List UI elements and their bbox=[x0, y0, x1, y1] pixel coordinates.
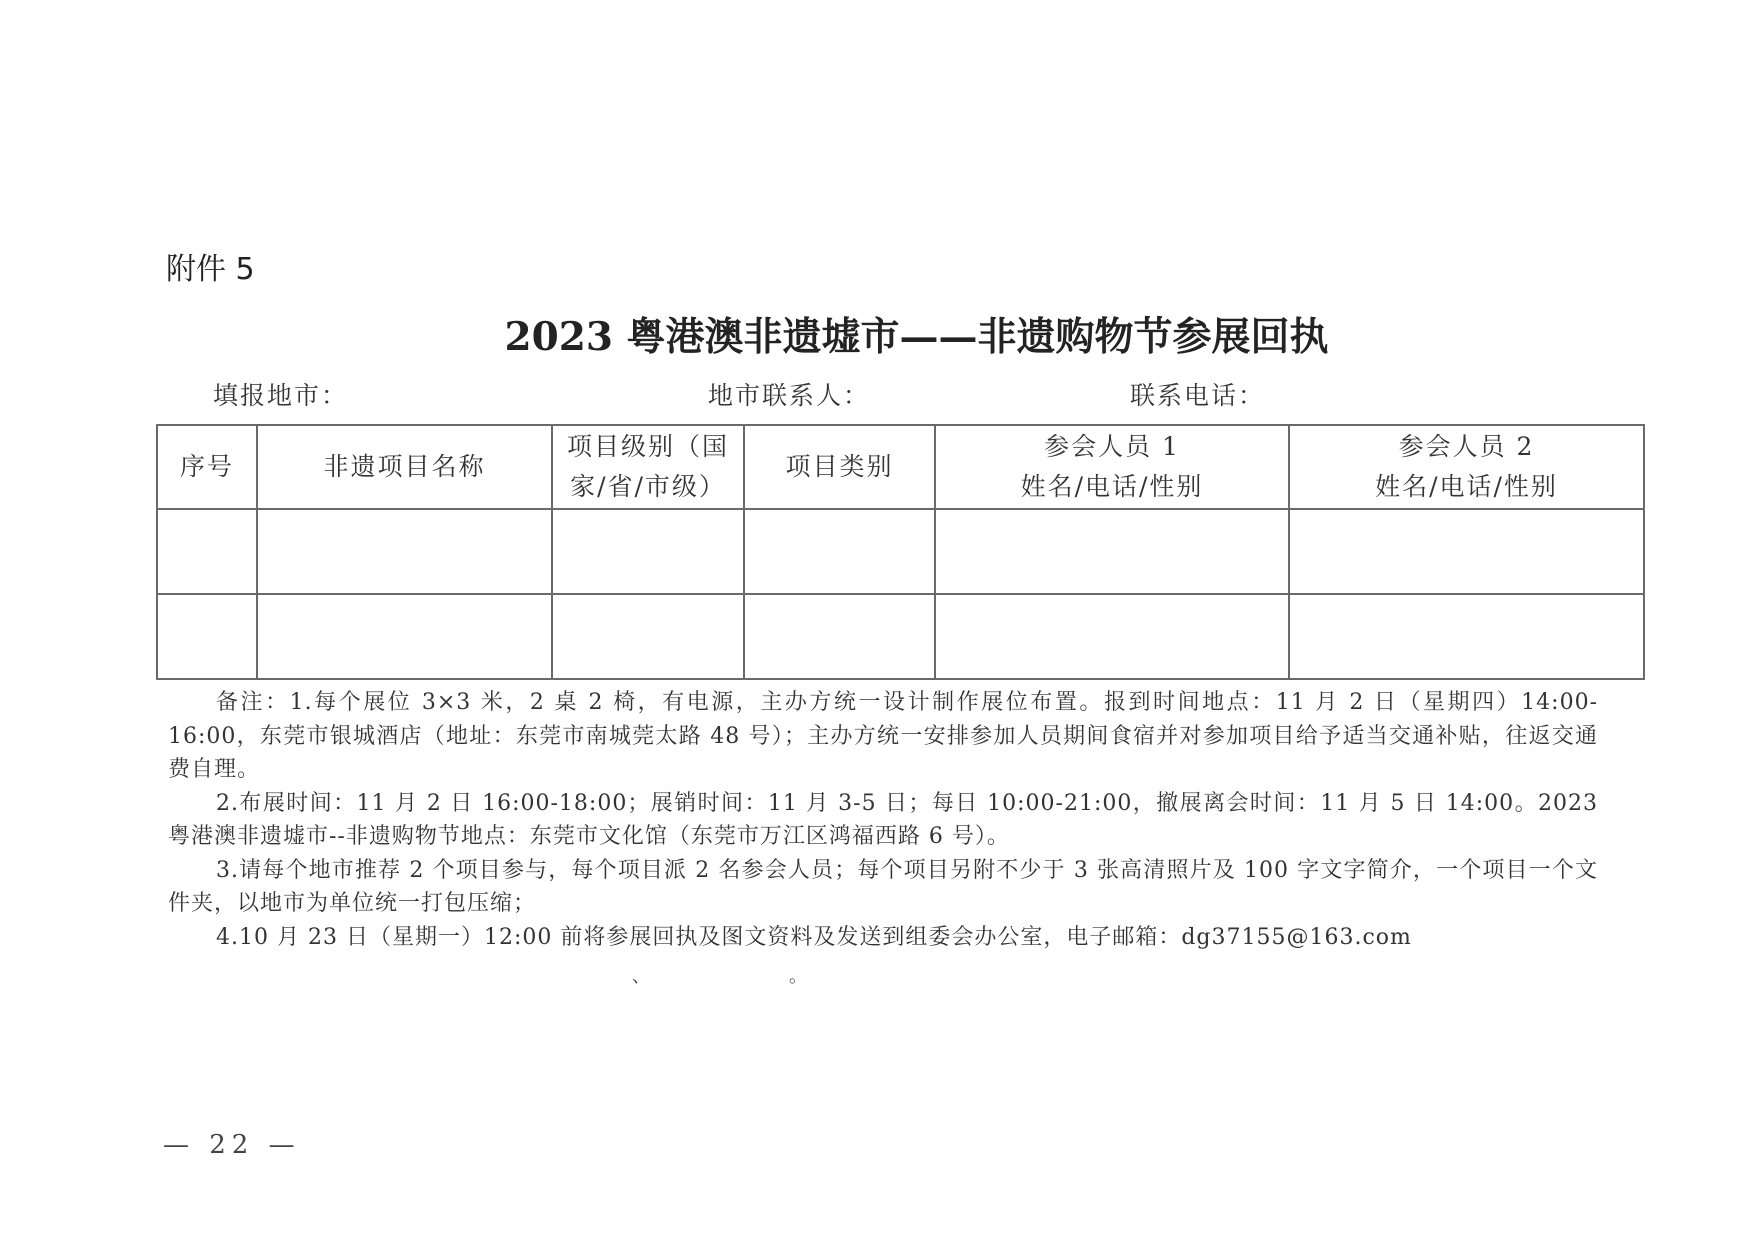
cell-attendee-1[interactable] bbox=[935, 594, 1289, 679]
header-line: 姓名/电话/性别 bbox=[1375, 472, 1558, 501]
cell-project-name[interactable] bbox=[257, 594, 552, 679]
header-line: 非遗项目名称 bbox=[323, 452, 486, 481]
note-item-3: 3.请每个地市推荐 2 个项目参与，每个项目派 2 名参会人员；每个项目另附不少于 3 张高清照片及 100 字文字简介，一个项目一个文件夹，以地市为单位统一打包压缩； bbox=[168, 857, 1598, 916]
cell-project-level[interactable] bbox=[552, 594, 744, 679]
header-serial-number bbox=[157, 425, 257, 509]
note-item-4: 4.10 月 23 日（星期一）12:00 前将参展回执及图文资料及发送到组委会办公室，电子邮箱：dg37155@163.com bbox=[216, 924, 1412, 950]
header-line: 参会人员 2 bbox=[1398, 432, 1535, 461]
table-header-row bbox=[157, 425, 1644, 509]
table-row bbox=[157, 594, 1644, 679]
header-line: 姓名/电话/性别 bbox=[1020, 472, 1204, 501]
cell-serial-number[interactable] bbox=[157, 594, 257, 679]
contact-phone-label: 联系电话： bbox=[1130, 381, 1266, 410]
cell-project-category[interactable] bbox=[744, 509, 935, 594]
header-project-category bbox=[744, 425, 935, 509]
cell-value[interactable] bbox=[1290, 510, 1643, 593]
cell-value[interactable] bbox=[158, 510, 256, 593]
cell-value[interactable] bbox=[745, 510, 934, 593]
header-line: 序号 bbox=[179, 452, 234, 481]
note-item-1: 备注：1.每个展位 3×3 米，2 桌 2 椅，有电源，主办方统一设计制作展位布置。报到时间地点：11 月 2 日（星期四）14:00-16:00，东莞市银城酒店（地址：东莞市南城莞太路 48 号）；主办方统一安排参加人员期间食宿并对参加项目给予适当交通补贴，往返交通费自理。 bbox=[168, 690, 1598, 782]
stray-punctuation-mark: 、 bbox=[632, 966, 650, 987]
cell-serial-number[interactable] bbox=[157, 509, 257, 594]
reporting-city-label: 填报地市： bbox=[213, 381, 349, 410]
attachment-label: 附件 5 bbox=[166, 252, 255, 287]
cell-value[interactable] bbox=[936, 595, 1288, 678]
header-attendee-2 bbox=[1289, 425, 1644, 509]
stray-punctuation-mark: 。 bbox=[789, 966, 807, 987]
header-project-level bbox=[552, 425, 744, 509]
header-line: 项目类别 bbox=[785, 452, 894, 481]
city-contact-field[interactable] bbox=[708, 376, 870, 412]
notes-section bbox=[168, 686, 1598, 954]
document-title: 2023 粤港澳非遗墟市——非遗购物节参展回执 bbox=[504, 314, 1329, 360]
cell-value[interactable] bbox=[553, 595, 743, 678]
cell-project-category[interactable] bbox=[744, 594, 935, 679]
cell-value[interactable] bbox=[936, 510, 1288, 593]
contact-phone-field[interactable] bbox=[1130, 376, 1265, 412]
cell-project-level[interactable] bbox=[552, 509, 744, 594]
registration-table bbox=[156, 424, 1645, 680]
cell-project-name[interactable] bbox=[257, 509, 552, 594]
header-attendee-1 bbox=[935, 425, 1289, 509]
cell-attendee-1[interactable] bbox=[935, 509, 1289, 594]
table-row bbox=[157, 509, 1644, 594]
cell-attendee-2[interactable] bbox=[1289, 509, 1644, 594]
city-contact-label: 地市联系人： bbox=[708, 381, 871, 410]
cell-value[interactable] bbox=[745, 595, 934, 678]
cell-value[interactable] bbox=[1290, 595, 1643, 678]
cell-value[interactable] bbox=[158, 595, 256, 678]
cell-value[interactable] bbox=[258, 510, 551, 593]
header-line: 家/省/市级） bbox=[570, 472, 726, 501]
header-line: 参会人员 1 bbox=[1044, 432, 1180, 461]
cell-value[interactable] bbox=[258, 595, 551, 678]
cell-value[interactable] bbox=[553, 510, 743, 593]
header-line: 项目级别（国 bbox=[566, 432, 729, 461]
header-project-name bbox=[257, 425, 552, 509]
page-number: — 22 — bbox=[163, 1130, 301, 1160]
note-item-2: 2.布展时间：11 月 2 日 16:00-18:00；展销时间：11 月 3-5 日；每日 10:00-21:00，撤展离会时间：11 月 5 日 14:00。2023 粤港澳非遗墟市--非遗购物节地点：东莞市文化馆（东莞市万江区鸿福西路 6 号）。 bbox=[168, 790, 1598, 849]
reporting-city-field[interactable] bbox=[213, 376, 348, 412]
cell-attendee-2[interactable] bbox=[1289, 594, 1644, 679]
